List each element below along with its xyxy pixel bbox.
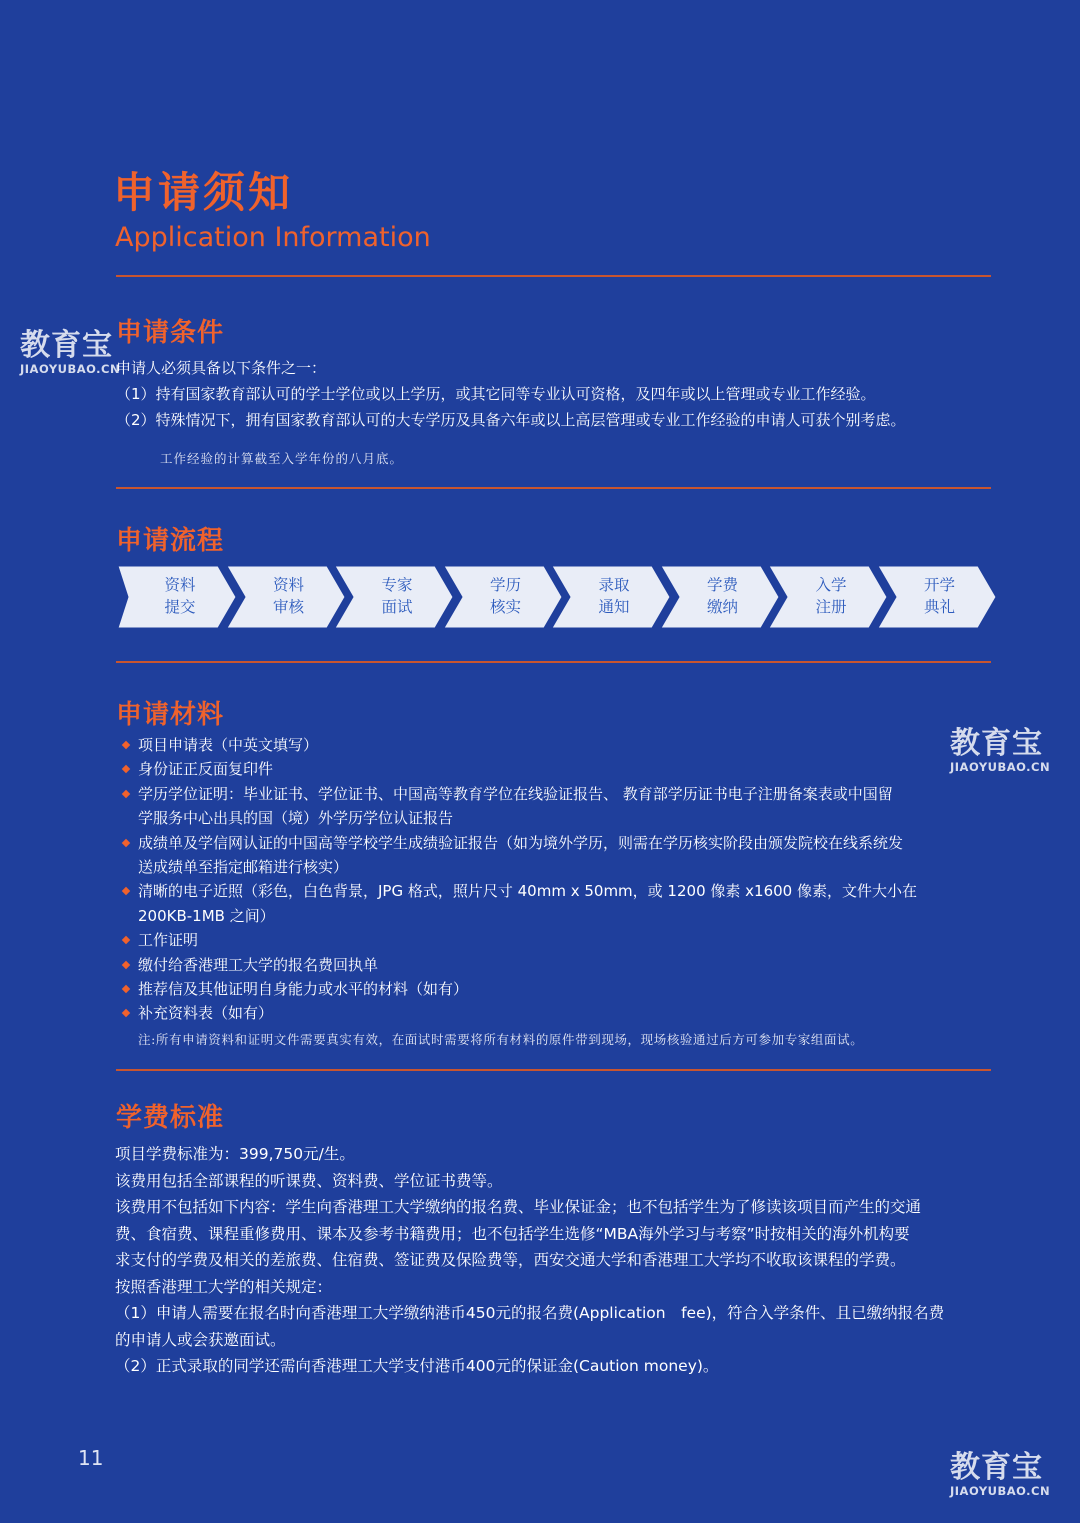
watermark-logo xyxy=(20,330,120,376)
process-step xyxy=(335,566,457,628)
process-step-line: 开学 xyxy=(923,576,955,594)
divider xyxy=(116,487,991,489)
fee-line: （2）正式录取的同学还需向香港理工大学支付港币400元的保证金(Caution money)。 xyxy=(115,1357,719,1375)
page-title: 申请须知 xyxy=(113,168,294,217)
process-step-label xyxy=(124,574,236,618)
divider xyxy=(116,275,991,277)
list-item xyxy=(120,733,1000,757)
list-item xyxy=(120,831,1000,880)
list-item-text: 学服务中心出具的国（境）外学历学位认证报告 xyxy=(138,809,454,828)
process-step-line: 通知 xyxy=(598,598,630,616)
process-step-line: 资料 xyxy=(164,576,196,594)
watermark-url: JIAOYUBAO.CN xyxy=(950,760,1051,774)
process-step-label xyxy=(341,574,453,618)
process-step xyxy=(227,566,349,628)
list-item-text: 身份证正反面复印件 xyxy=(138,760,274,779)
list-item-text: 工作证明 xyxy=(138,931,199,950)
fee-line: 项目学费标准为：399,750元/生。 xyxy=(115,1145,355,1163)
fee-line: （1）申请人需要在报名时向香港理工大学缴纳港币450元的报名费(Application fee)，符合入学条件、且已缴纳报名费 xyxy=(115,1304,945,1322)
conditions-intro: 申请人必须具备以下条件之一： xyxy=(116,359,327,377)
section-title-process: 申请流程 xyxy=(116,526,225,556)
bullet-icon xyxy=(122,1009,130,1017)
process-step-line: 学历 xyxy=(489,576,521,594)
list-item xyxy=(120,928,1000,952)
process-step xyxy=(444,566,566,628)
bullet-icon xyxy=(122,790,130,798)
process-step-line: 提交 xyxy=(164,598,196,616)
conditions-item: （1）持有国家教育部认可的学士学位或以上学历，或其它同等专业认可资格，及四年或以上管理或专业工作经验。 xyxy=(116,385,876,403)
process-step-line: 核实 xyxy=(489,598,521,616)
bullet-icon xyxy=(122,765,130,773)
process-step-line: 录取 xyxy=(598,576,630,594)
process-step-label xyxy=(884,574,996,618)
list-item xyxy=(120,1001,1000,1025)
process-step-label xyxy=(450,574,562,618)
process-step-line: 专家 xyxy=(381,576,413,594)
fee-line: 该费用包括全部课程的听课费、资料费、学位证书费等。 xyxy=(115,1171,503,1190)
watermark-url: JIAOYUBAO.CN xyxy=(950,1484,1051,1498)
section-title-conditions: 申请条件 xyxy=(116,318,225,348)
watermark-logo xyxy=(950,728,1050,774)
fee-line: 费、食宿费、课程重修费用、课本及参考书籍费用；也不包括学生选修“MBA海外学习与考察”时按相关的海外机构要 xyxy=(115,1224,910,1243)
list-item-text: 补充资料表（如有） xyxy=(138,1004,274,1023)
list-item xyxy=(120,977,1000,1001)
process-step-line: 典礼 xyxy=(923,598,955,616)
list-item-text: 推荐信及其他证明自身能力或水平的材料（如有） xyxy=(138,980,469,999)
fee-line: 该费用不包括如下内容：学生向香港理工大学缴纳的报名费、毕业保证金；也不包括学生为了修读该项目而产生的交通 xyxy=(115,1198,922,1216)
section-title-materials: 申请材料 xyxy=(116,700,225,730)
process-step-line: 缴纳 xyxy=(706,598,738,616)
process-step-line: 学费 xyxy=(706,576,738,594)
bullet-icon xyxy=(122,960,130,968)
list-item xyxy=(120,953,1000,977)
process-flow xyxy=(118,566,993,628)
process-step-label xyxy=(233,574,345,618)
bullet-icon xyxy=(122,741,130,749)
page-subtitle: Application Information xyxy=(115,222,431,253)
list-item xyxy=(120,879,1000,928)
conditions-item: （2）特殊情况下，拥有国家教育部认可的大专学历及具备六年或以上高层管理或专业工作经验的申请人可获个别考虑。 xyxy=(116,411,906,429)
process-step-line: 审核 xyxy=(272,598,304,616)
process-step xyxy=(118,566,240,628)
process-step-line: 注册 xyxy=(815,598,847,616)
process-step-label xyxy=(667,574,779,618)
process-step xyxy=(769,566,891,628)
watermark-logo xyxy=(950,1452,1050,1498)
bullet-icon xyxy=(122,838,130,846)
process-step xyxy=(661,566,783,628)
process-step-label xyxy=(558,574,670,618)
materials-list xyxy=(120,733,1000,1026)
list-item xyxy=(120,757,1000,781)
fee-line: 求支付的学费及相关的差旅费、住宿费、签证费及保险费等，西安交通大学和香港理工大学均不收取该课程的学费。 xyxy=(115,1251,906,1269)
watermark-text: 教育宝 xyxy=(950,1450,1043,1485)
divider xyxy=(116,1069,991,1071)
fee-line: 的申请人或会获邀面试。 xyxy=(115,1330,286,1349)
materials-note: 注:所有申请资料和证明文件需要真实有效，在面试时需要将所有材料的原件带到现场，现场核验通过后方可参加专家组面试。 xyxy=(138,1032,864,1047)
process-step-line: 资料 xyxy=(272,576,304,594)
bullet-icon xyxy=(122,936,130,944)
list-item-text: 送成绩单至指定邮箱进行核实） xyxy=(138,858,349,877)
bullet-icon xyxy=(122,887,130,895)
list-item-text: 清晰的电子近照（彩色，白色背景，JPG 格式，照片尺寸 40mm x 50mm，或 1200 像素 x1600 像素，文件大小在 xyxy=(138,882,917,901)
list-item-text: 学历学位证明：毕业证书、学位证书、中国高等教育学位在线验证报告、 教育部学历证书电子注册备案表或中国留 xyxy=(138,784,893,803)
watermark-text: 教育宝 xyxy=(20,328,113,363)
list-item-text: 项目申请表（中英文填写） xyxy=(138,736,319,754)
section-title-fees: 学费标准 xyxy=(116,1103,225,1133)
list-item xyxy=(120,782,1000,831)
page-number: 11 xyxy=(78,1446,104,1470)
process-step-label xyxy=(775,574,887,618)
divider xyxy=(116,661,991,663)
fee-line: 按照香港理工大学的相关规定： xyxy=(115,1277,333,1296)
list-item-text: 缴付给香港理工大学的报名费回执单 xyxy=(138,955,379,974)
list-item-text: 成绩单及学信网认证的中国高等学校学生成绩验证报告（如为境外学历，则需在学历核实阶段由颁发院校在线系统发 xyxy=(138,833,904,852)
process-step xyxy=(552,566,674,628)
conditions-note: 工作经验的计算截至入学年份的八月底。 xyxy=(160,451,404,466)
process-step-line: 面试 xyxy=(381,598,413,616)
watermark-text: 教育宝 xyxy=(950,726,1043,761)
watermark-url: JIAOYUBAO.CN xyxy=(20,362,121,376)
process-step xyxy=(878,566,1000,628)
fees-text xyxy=(115,1141,995,1380)
list-item-text: 200KB-1MB 之间） xyxy=(138,906,275,925)
bullet-icon xyxy=(122,985,130,993)
process-step-line: 入学 xyxy=(815,576,847,594)
